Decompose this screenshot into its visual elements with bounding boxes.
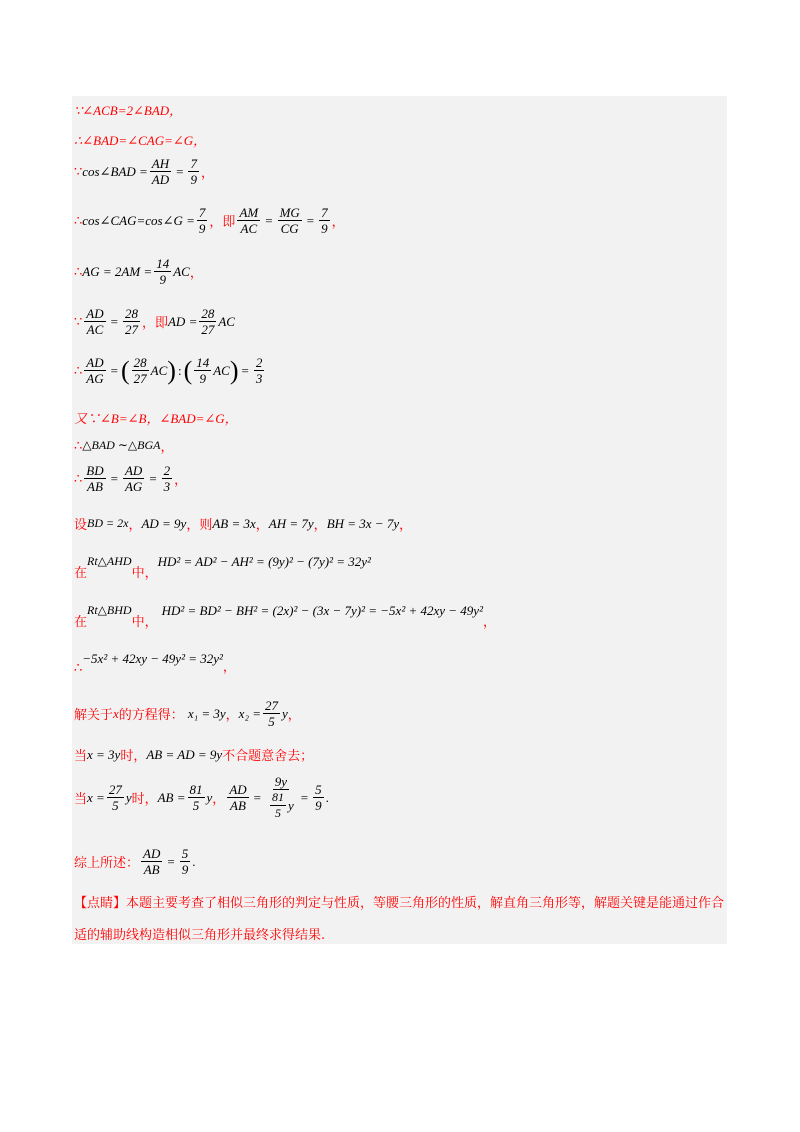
equation: AH = 7y — [268, 515, 314, 531]
fraction: $\frac{MG}{CG}$ — [279, 205, 300, 236]
equation: x = — [87, 789, 105, 805]
solution-line-8 — [74, 408, 238, 427]
solution-line-12: 在 Rt△AHD 中， HD² = AD² − AH² = (9y)² − (7y)² = 32y² — [74, 553, 371, 581]
equation: BD = 2x — [87, 516, 129, 530]
root-2: x₂ = — [238, 705, 261, 721]
fraction: $\frac{5}{9}$ — [181, 846, 189, 877]
therefore-symbol: ∴ — [74, 212, 83, 228]
because-symbol: ∵ — [74, 313, 83, 329]
triangle-label: Rt△BHD — [87, 603, 132, 617]
when-text: 当 — [74, 792, 88, 807]
fraction: $\frac{27}{5}$ — [108, 782, 122, 813]
solve-text: 解关于 — [74, 708, 114, 723]
similar-triangles: △BAD ∼△BGA — [82, 438, 161, 452]
solution-line-18: 综上所述： $\frac{AD}{AB}$ = $\frac{5}{9}$ . — [74, 846, 196, 877]
therefore-symbol: ∴ — [74, 437, 83, 453]
because-symbol: ∵ — [74, 163, 83, 179]
equation: x = 3y — [87, 746, 121, 762]
fraction: $\frac{81}{5}$ — [189, 782, 203, 813]
fraction: $\frac{7}{9}$ — [190, 156, 197, 187]
fraction: $\frac{5}{9}$ — [315, 782, 322, 813]
fraction: $\frac{AD}{AB}$ — [143, 846, 161, 877]
solution-line-17: 当 x = $\frac{27}{5}$ y 时， AB = $\frac{81}{5}$ y ， $\frac{AD}{AB}$ = 9y $\frac{81}{5}$ y = $\frac{5}{9}$ . — [74, 774, 329, 820]
equation: AB = AD = 9y — [146, 746, 223, 762]
reject-text: 不合题意舍去； — [222, 749, 314, 764]
therefore-symbol: ∴ — [74, 263, 83, 279]
compound-fraction: 9y $\frac{81}{5}$ y — [272, 774, 294, 820]
therefore-symbol: ∴ — [74, 661, 83, 676]
therefore-symbol: ∴ — [74, 470, 83, 486]
conclusion-text: 综上所述： — [74, 856, 140, 871]
solution-line-16: 当 x = 3y 时， AB = AD = 9y 不合题意舍去； — [74, 746, 314, 764]
fraction: $\frac{BD}{AB}$ — [86, 463, 104, 494]
fraction: $\frac{AD}{AG}$ — [86, 355, 104, 386]
fraction: $\frac{7}{9}$ — [198, 205, 206, 236]
cos-expression: cos∠CAG=cos∠G = — [82, 212, 195, 228]
connector-text: ，即 — [209, 215, 236, 230]
equation: AB = — [157, 789, 186, 805]
fraction: $\frac{28}{27}$ — [201, 306, 215, 337]
fraction: $\frac{14}{9}$ — [196, 355, 210, 386]
line-8-text: 又∵∠B=∠B，∠BAD=∠G， — [74, 411, 238, 426]
fraction: $\frac{28}{27}$ — [133, 355, 147, 386]
when-text: 当 — [74, 749, 88, 764]
solution-line-4: ∴ cos∠CAG=cos∠G = $\frac{7}{9}$ ，即 $\frac{AM}{AC}$ = $\frac{MG}{CG}$ = $\frac{7}{9}$ ， — [74, 205, 345, 236]
fraction: $\frac{AD}{AG}$ — [124, 463, 143, 494]
fraction: $\frac{AM}{AC}$ — [239, 205, 259, 236]
fraction: $\frac{14}{9}$ — [156, 256, 170, 287]
connector-text: ，即 — [141, 316, 168, 331]
fraction: $\frac{AH}{AD}$ — [151, 156, 170, 187]
equation: AD = — [167, 313, 198, 329]
solution-line-3: ∵ cos∠BAD = $\frac{AH}{AD}$ = $\frac{7}{9}$ ， — [74, 156, 214, 187]
solution-line-9: ∴ △BAD ∼△BGA ， — [74, 437, 174, 454]
fraction: $\frac{2}{3}$ — [255, 355, 263, 386]
fraction: $\frac{27}{5}$ — [264, 698, 278, 729]
in-text: 在 — [74, 615, 88, 630]
solution-line-15: 解关于 x 的方程得： x₁ = 3y ， x₂ = $\frac{27}{5}$ y ， — [74, 698, 301, 729]
solution-line-1 — [74, 100, 182, 119]
equation: BH = 3x − 7y — [326, 515, 400, 531]
equation-part: AC — [173, 263, 190, 279]
equation-part: AC — [218, 313, 235, 329]
fraction: $\frac{2}{3}$ — [163, 463, 171, 494]
solution-line-13: 在 Rt△BHD 中， HD² = BD² − BH² = (2x)² − (3x − 7y)² = −5x² + 42xy − 49y² ， — [74, 602, 496, 630]
fraction: $\frac{AD}{AC}$ — [86, 306, 104, 337]
in-text: 在 — [74, 566, 88, 581]
solution-line-5: ∴ AG = 2AM = $\frac{14}{9}$ AC ， — [74, 256, 203, 287]
fraction: $\frac{AD}{AB}$ — [229, 782, 247, 813]
solution-line-6: ∵ $\frac{AD}{AC}$ = $\frac{28}{27}$ ，即 AD = $\frac{28}{27}$ AC — [74, 306, 235, 337]
solution-line-10: ∴ $\frac{BD}{AB}$ = $\frac{AD}{AG}$ = $\frac{2}{3}$ ， — [74, 463, 188, 494]
line-2-text: ∴∠BAD=∠CAG=∠G， — [74, 133, 207, 148]
solution-line-14: ∴ −5x² + 42xy − 49y² = 32y² ， — [74, 650, 236, 676]
triangle-label: Rt△AHD — [87, 554, 132, 568]
let-text: 设 — [74, 518, 88, 533]
therefore-symbol: ∴ — [74, 362, 83, 378]
equation: AG = 2AM = — [82, 263, 153, 279]
equation: HD² = AD² − AH² = (9y)² − (7y)² = 32y² — [157, 553, 371, 569]
line-1-text: ∵∠ACB=2∠BAD， — [74, 103, 183, 118]
fraction: $\frac{28}{27}$ — [124, 306, 138, 337]
equation: HD² = BD² − BH² = (2x)² − (3x − 7y)² = −5x² + 42xy − 49y² — [161, 602, 483, 618]
root-1: x₁ = 3y — [187, 705, 226, 721]
equation: AD = 9y — [141, 515, 187, 531]
solution-line-11: 设 BD = 2x ， AD = 9y ，则 AB = 3x ， AH = 7y ， BH = 3x − 7y ， — [74, 515, 413, 533]
equation: AB = 3x — [212, 515, 256, 531]
solution-line-7: ∴ $\frac{AD}{AG}$ = ( $\frac{28}{27}$ AC ) : ( $\frac{14}{9}$ AC ) = $\frac{2}{3}$ — [74, 355, 263, 386]
cos-expression: cos∠BAD = — [82, 163, 148, 179]
solution-line-2 — [74, 130, 206, 149]
fraction: $\frac{7}{9}$ — [321, 205, 328, 236]
key-point-note: 【点睛】本题主要考查了相似三角形的判定与性质，等腰三角形的性质，解直角三角形等，解题关键是能通过作合适的辅助线构造相似三角形并最终求得结果. — [74, 896, 725, 943]
equation: −5x² + 42xy − 49y² = 32y² — [82, 650, 223, 666]
